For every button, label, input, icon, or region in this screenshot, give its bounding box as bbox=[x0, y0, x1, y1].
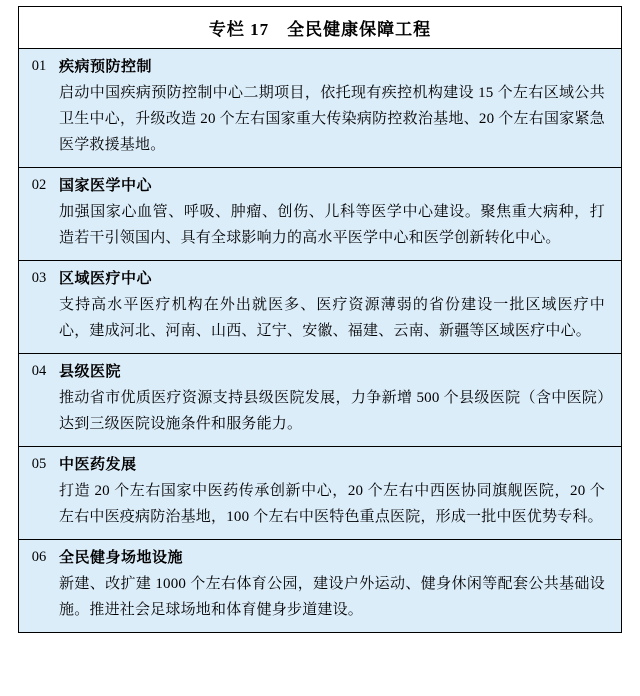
list-item bbox=[19, 354, 621, 447]
box-title bbox=[19, 7, 621, 49]
item-text: 推动省市优质医疗资源支持县级医院发展，力争新增 500 个县级医院（含中医院）达到三级医院设施条件和服务能力。 bbox=[59, 390, 605, 432]
item-title: 全民健身场地设施 bbox=[59, 550, 184, 566]
item-text: 打造 20 个左右国家中医药传承创新中心，20 个左右中西医协同旗舰医院，20 个左右中医疫病防治基地，100 个左右中医特色重点医院，形成一批中医优势专科。 bbox=[59, 483, 605, 525]
box-heading: 全民健康保障工程 bbox=[287, 20, 432, 39]
item-text: 加强国家心血管、呼吸、肿瘤、创伤、儿科等医学中心建设。聚焦重大病种，打造若干引领国内、具有全球影响力的高水平医学中心和医学创新转化中心。 bbox=[59, 204, 605, 246]
item-content bbox=[59, 261, 621, 353]
list-item bbox=[19, 447, 621, 540]
item-number: 02 bbox=[31, 177, 47, 193]
item-number: 03 bbox=[31, 270, 47, 286]
item-title: 区域医疗中心 bbox=[59, 271, 153, 287]
box-label: 专栏 17 bbox=[208, 20, 270, 39]
item-number: 06 bbox=[31, 549, 47, 565]
item-title: 国家医学中心 bbox=[59, 178, 153, 194]
item-content bbox=[59, 354, 621, 446]
item-title: 中医药发展 bbox=[59, 457, 137, 473]
list-item bbox=[19, 168, 621, 261]
item-text: 启动中国疾病预防控制中心二期项目，依托现有疾控机构建设 15 个左右区域公共卫生中心，升级改造 20 个左右国家重大传染病防控救治基地、20 个左右国家紧急医学救援基地。 bbox=[59, 85, 605, 153]
item-content bbox=[59, 540, 621, 632]
item-text: 支持高水平医疗机构在外出就医多、医疗资源薄弱的省份建设一批区域医疗中心，建成河北、河南、山西、辽宁、安徽、福建、云南、新疆等区域医疗中心。 bbox=[59, 297, 605, 339]
item-number: 01 bbox=[31, 58, 47, 74]
list-item bbox=[19, 540, 621, 632]
item-title: 疾病预防控制 bbox=[59, 59, 153, 75]
item-number: 04 bbox=[31, 363, 47, 379]
item-content bbox=[59, 168, 621, 260]
item-list bbox=[19, 49, 621, 632]
item-number: 05 bbox=[31, 456, 47, 472]
list-item bbox=[19, 49, 621, 168]
list-item bbox=[19, 261, 621, 354]
item-text: 新建、改扩建 1000 个左右体育公园，建设户外运动、健身休闲等配套公共基础设施。推进社会足球场地和体育健身步道建设。 bbox=[59, 576, 605, 618]
item-content bbox=[59, 447, 621, 539]
item-content bbox=[59, 49, 621, 167]
item-title: 县级医院 bbox=[59, 364, 122, 380]
feature-box bbox=[18, 6, 622, 633]
